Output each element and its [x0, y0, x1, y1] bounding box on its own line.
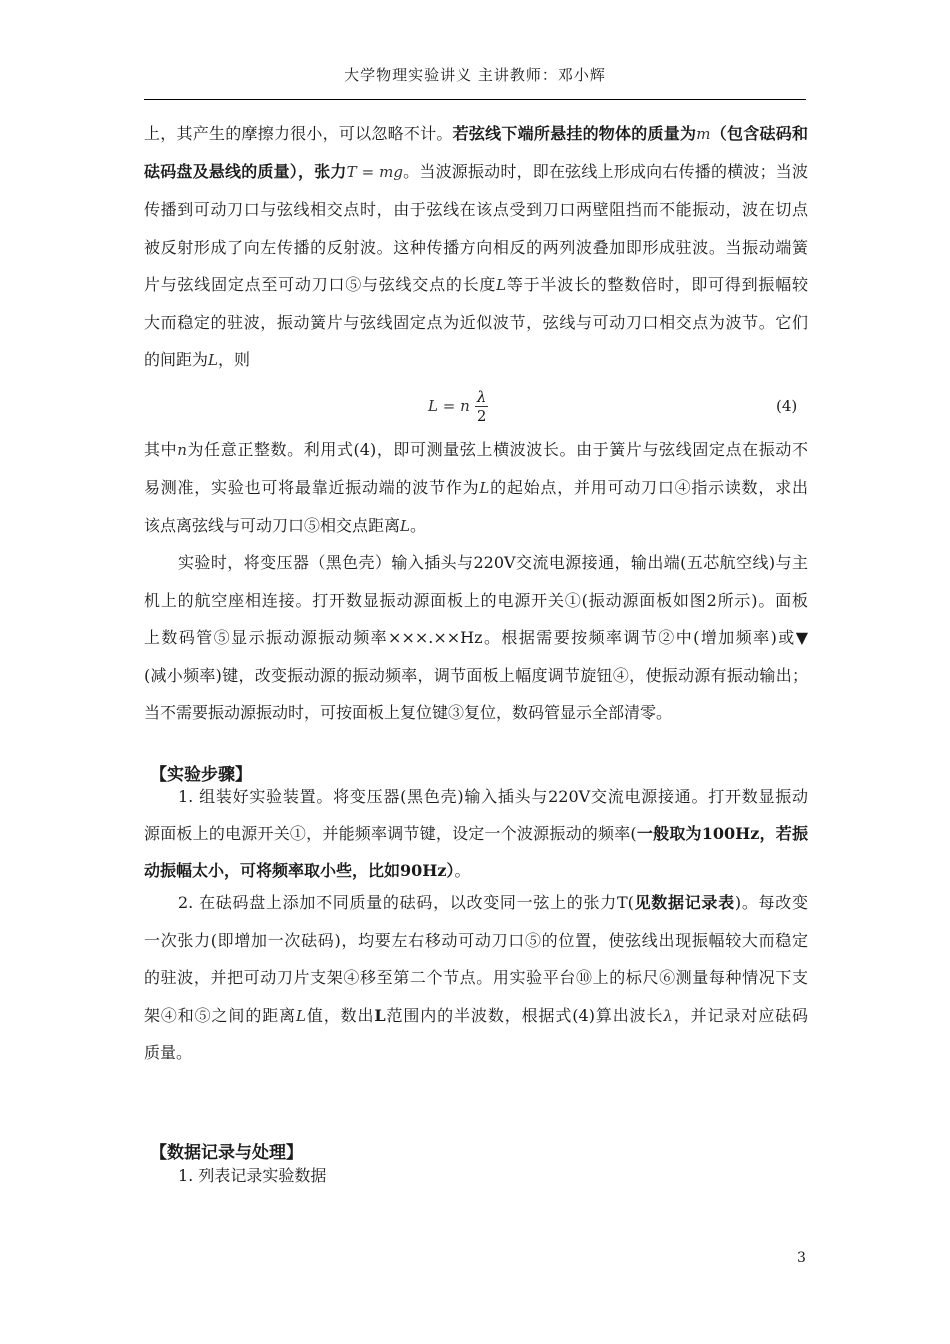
paragraph-line: 被反射形成了向左传播的反射波。这种传播方向相反的两列波叠加即形成驻波。当振动端簧: [144, 238, 808, 257]
paragraph-line: 实验时，将变压器（黑色壳）输入插头与220V交流电源接通，输出端(五芯航空线)与主: [178, 553, 808, 572]
section-heading: 【数据记录与处理】: [150, 1143, 303, 1163]
paragraph-line: 传播到可动刀口与弦线相交点时，由于弦线在该点受到刀口两壁阻挡而不能振动，波在切点: [144, 200, 808, 219]
paragraph-line: 其中n为任意正整数。利用式(4)，即可测量弦上横波波长。由于簧片与弦线固定点在振动不: [144, 440, 808, 459]
paragraph-line: 机上的航空座相连接。打开数显振动源面板上的电源开关①(振动源面板如图2所示)。面板: [144, 591, 808, 610]
step-line: 架④和⑤之间的距离L值，数出L范围内的半波数，根据式(4)算出波长λ，并记录对应砝码: [144, 1006, 808, 1025]
paragraph-line: 当不需要振动源振动时，可按面板上复位键③复位，数码管显示全部清零。: [144, 703, 673, 722]
step-line: 源面板上的电源开关①，并能频率调节键，设定一个波源振动的频率(一般取为100Hz，若振: [144, 824, 808, 843]
step-line: 质量。: [144, 1043, 193, 1062]
step-line: 一次张力(即增加一次砝码)，均要左右移动可动刀口⑤的位置，使弦线出现振幅较大而稳定: [144, 931, 808, 950]
paragraph-line: 上数码管⑤显示振动源振动频率×××.××Hz。根据需要按频率调节②中(增加频率)或▼: [144, 628, 808, 647]
paragraph-line: 该点离弦线与可动刀口⑤相交点距离L。: [144, 516, 426, 535]
step-line: 的驻波，并把可动刀片支架④移至第二个节点。用实验平台⑩上的标尺⑥测量每种情况下支: [144, 968, 808, 987]
paragraph-line: 砝码盘及悬线的质量），张力T = mg。当波源振动时，即在弦线上形成向右传播的横波；当波: [144, 162, 808, 181]
equation-number: (4): [776, 397, 798, 415]
paragraph-line: 上，其产生的摩擦力很小，可以忽略不计。若弦线下端所悬挂的物体的质量为m（包含砝码和: [144, 124, 808, 143]
paragraph-line: (减小频率)键，改变振动源的振动频率，调节面板上幅度调节旋钮④，使振动源有振动输出；: [144, 666, 808, 685]
formula-wavelength: L = n $\frac{\lambda}{2}$: [428, 388, 487, 425]
page-number: 3: [797, 1250, 806, 1266]
fraction: $\frac{\lambda}{2}$: [476, 388, 487, 425]
section-heading: 【实验步骤】: [150, 765, 252, 785]
step-line: 1. 组装好实验装置。将变压器(黑色壳)输入插头与220V交流电源接通。打开数显振动: [178, 787, 808, 806]
page-header: 大学物理实验讲义 主讲教师：邓小辉: [344, 66, 606, 84]
paragraph-line: 片与弦线固定点至可动刀口⑤与弦线交点的长度L等于半波长的整数倍时，即可得到振幅较: [144, 275, 808, 294]
paragraph-line: 的间距为L，则: [144, 350, 250, 369]
step-line: 动振幅太小，可将频率取小些，比如90Hz）。: [144, 861, 471, 880]
header-rule: [144, 99, 806, 100]
paragraph-line: 大而稳定的驻波，振动簧片与弦线固定点为近似波节，弦线与可动刀口相交点为波节。它们: [144, 313, 808, 332]
paragraph-line: 易测准，实验也可将最靠近振动端的波节作为L的起始点，并用可动刀口④指示读数，求出: [144, 478, 808, 497]
subsection-item: 1. 列表记录实验数据: [178, 1166, 327, 1185]
step-line: 2. 在砝码盘上添加不同质量的砝码，以改变同一弦上的张力T(见数据记录表)。每改变: [178, 893, 808, 912]
